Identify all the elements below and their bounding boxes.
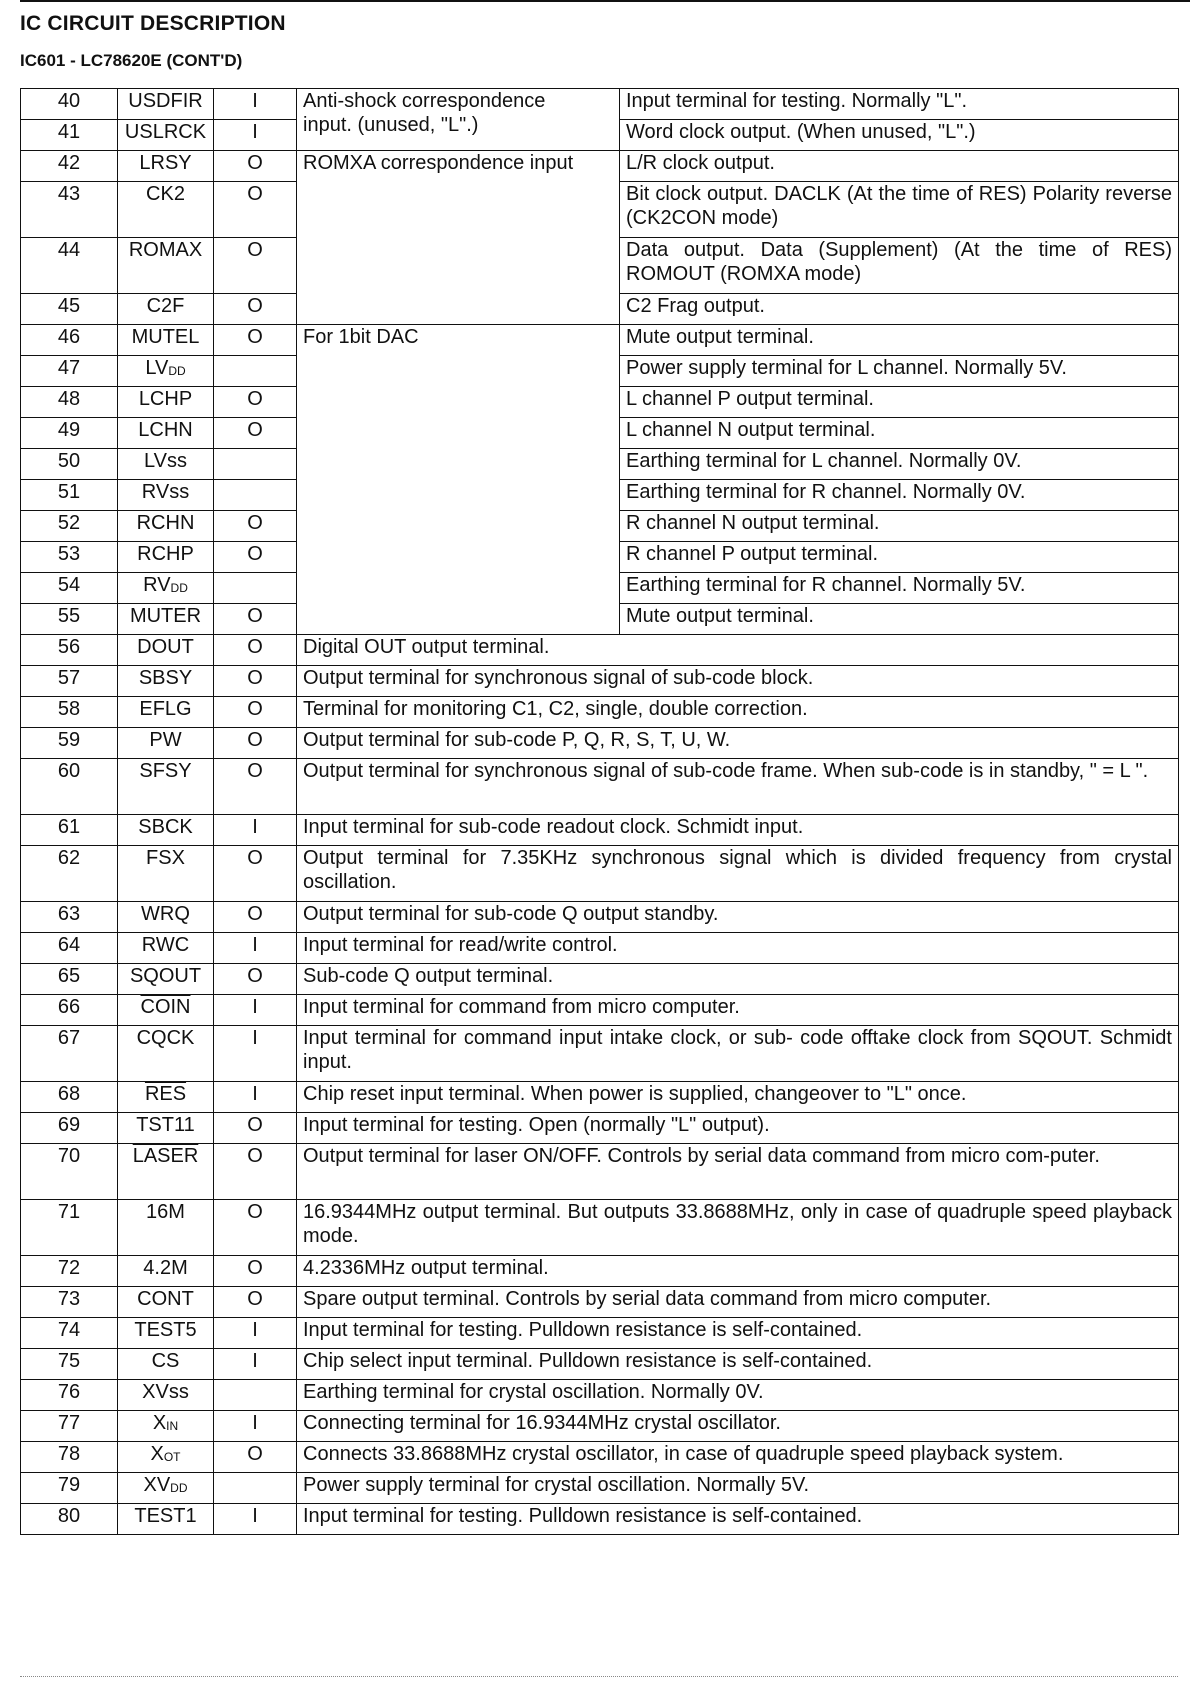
- pin-name-text: WRQ: [141, 903, 190, 925]
- pin-name: [118, 697, 214, 728]
- table-row: [21, 728, 1179, 759]
- pin-description: 16.9344MHz output terminal. But outputs 33.8688MHz, only in case of quadruple speed playback mode.: [297, 1200, 1179, 1256]
- pin-name: [118, 1442, 214, 1473]
- pin-number: 45: [21, 294, 118, 325]
- group-label: Anti-shock correspondence: [303, 90, 546, 112]
- pin-number: 77: [21, 1411, 118, 1442]
- pin-description: Input terminal for read/write control.: [297, 933, 1179, 964]
- pin-name: [118, 387, 214, 418]
- pin-io: O: [214, 418, 297, 449]
- group-label: For 1bit DAC: [303, 326, 419, 348]
- table-row: [21, 933, 1179, 964]
- pin-number: 76: [21, 1380, 118, 1411]
- table-row: [21, 1200, 1179, 1256]
- pin-name-text: LVss: [144, 450, 187, 472]
- pin-name-text: LASER: [132, 1145, 199, 1167]
- pin-name: [118, 1504, 214, 1535]
- pin-name: [118, 151, 214, 182]
- pin-number: 53: [21, 542, 118, 573]
- pin-description: Earthing terminal for crystal oscillation. Normally 0V.: [297, 1380, 1179, 1411]
- pin-io: O: [214, 697, 297, 728]
- pin-name: [118, 846, 214, 902]
- pin-name-text: CQCK: [136, 1027, 195, 1049]
- pin-name: [118, 418, 214, 449]
- table-row: [21, 995, 1179, 1026]
- pin-name-text: USLRCK: [124, 121, 207, 143]
- pin-description: Output terminal for sub-code P, Q, R, S, T, U, W.: [297, 728, 1179, 759]
- group-label: input. (unused, "L".): [303, 114, 479, 136]
- pin-name-text: RVss: [141, 481, 190, 503]
- pin-io: I: [214, 89, 297, 120]
- pin-description: Input terminal for sub-code readout clock. Schmidt input.: [297, 815, 1179, 846]
- pin-description: Earthing terminal for R channel. Normally 5V.: [620, 573, 1179, 604]
- pin-io: O: [214, 542, 297, 573]
- table-row: [21, 1113, 1179, 1144]
- table-row: [21, 1082, 1179, 1113]
- pin-name: [118, 120, 214, 151]
- top-rule: [20, 0, 1190, 2]
- table-row: [21, 1318, 1179, 1349]
- pin-description: Terminal for monitoring C1, C2, single, double correction.: [297, 697, 1179, 728]
- pin-number: 75: [21, 1349, 118, 1380]
- pin-description: Input terminal for command input intake clock, or sub- code offtake clock from SQOUT. Schmidt input.: [297, 1026, 1179, 1082]
- table-row: [21, 635, 1179, 666]
- pin-name-text: $\overline{RES}$: [144, 1083, 187, 1105]
- table-row: [21, 1256, 1179, 1287]
- pin-name: [118, 1256, 214, 1287]
- pin-number: 54: [21, 573, 118, 604]
- pin-description: R channel P output terminal.: [620, 542, 1179, 573]
- pin-io: [214, 1473, 297, 1504]
- pin-number: 43: [21, 182, 118, 238]
- pin-description: Data output. Data (Supplement) (At the time of RES) ROMOUT (ROMXA mode): [620, 238, 1179, 294]
- pin-description: Output terminal for sub-code Q output standby.: [297, 902, 1179, 933]
- pin-name-text: CS: [151, 1350, 180, 1372]
- pin-name: [118, 728, 214, 759]
- pin-number: 67: [21, 1026, 118, 1082]
- table-row: [21, 1504, 1179, 1535]
- pin-name-text: XV: [143, 1474, 171, 1496]
- pin-description: Output terminal for synchronous signal of sub-code block.: [297, 666, 1179, 697]
- pin-name: [118, 325, 214, 356]
- pin-name: [118, 635, 214, 666]
- table-row: [21, 1411, 1179, 1442]
- pin-number: 66: [21, 995, 118, 1026]
- pin-number: 72: [21, 1256, 118, 1287]
- pin-name: [118, 1411, 214, 1442]
- pin-name: [118, 1144, 214, 1200]
- group-label: ROMXA correspondence input: [303, 152, 574, 174]
- pin-name-text: LV: [145, 357, 169, 379]
- pin-name: [118, 902, 214, 933]
- pin-name-subscript: IN: [166, 1419, 179, 1433]
- pin-io: O: [214, 387, 297, 418]
- table-row: [21, 815, 1179, 846]
- pin-name-text: X: [152, 1412, 167, 1434]
- table-row: [21, 1380, 1179, 1411]
- pin-number: 51: [21, 480, 118, 511]
- pin-name-text: XVss: [142, 1381, 189, 1403]
- pin-number: 56: [21, 635, 118, 666]
- pin-description: Connecting terminal for 16.9344MHz crystal oscillator.: [297, 1411, 1179, 1442]
- pin-description: Input terminal for testing. Normally "L".: [620, 89, 1179, 120]
- pin-io: [214, 573, 297, 604]
- pin-io: O: [214, 964, 297, 995]
- pin-description: 4.2336MHz output terminal.: [297, 1256, 1179, 1287]
- pin-name: [118, 1026, 214, 1082]
- pin-number: 55: [21, 604, 118, 635]
- pin-io: I: [214, 995, 297, 1026]
- pin-description: C2 Frag output.: [620, 294, 1179, 325]
- pin-name: [118, 604, 214, 635]
- pin-name-text: CK2: [146, 183, 185, 205]
- pin-name: [118, 1082, 214, 1113]
- pin-description: Earthing terminal for L channel. Normally 0V.: [620, 449, 1179, 480]
- pin-name: [118, 815, 214, 846]
- pin-number: 63: [21, 902, 118, 933]
- table-row: [21, 89, 1179, 120]
- pin-name: [118, 294, 214, 325]
- table-row: [21, 666, 1179, 697]
- pin-name-text: COIN: [140, 996, 191, 1018]
- pin-io: O: [214, 666, 297, 697]
- pin-name-text: RCHP: [137, 543, 194, 565]
- pin-name-subscript: DD: [168, 364, 186, 378]
- pin-name: [118, 89, 214, 120]
- pin-name-text: SQOUT: [129, 965, 202, 987]
- pin-number: 50: [21, 449, 118, 480]
- table-row: [21, 1026, 1179, 1082]
- pin-io: I: [214, 1349, 297, 1380]
- pin-name-subscript: DD: [170, 581, 188, 595]
- pin-name: [118, 759, 214, 815]
- pin-io: O: [214, 511, 297, 542]
- pin-number: 40: [21, 89, 118, 120]
- pin-name-text: RCHN: [136, 512, 195, 534]
- pin-name-text: LCHP: [138, 388, 193, 410]
- pin-number: 78: [21, 1442, 118, 1473]
- pin-name: [118, 1287, 214, 1318]
- pin-description: Power supply terminal for L channel. Normally 5V.: [620, 356, 1179, 387]
- pin-name-text: LCHN: [138, 419, 193, 441]
- pin-name: [118, 542, 214, 573]
- pin-name: [118, 480, 214, 511]
- pin-io: O: [214, 1287, 297, 1318]
- pin-number: 61: [21, 815, 118, 846]
- pin-name-text: SBSY: [138, 667, 193, 689]
- pin-io: O: [214, 846, 297, 902]
- table-row: [21, 1473, 1179, 1504]
- pin-number: 69: [21, 1113, 118, 1144]
- bottom-rule: [20, 1676, 1178, 1677]
- pin-name: [118, 1473, 214, 1504]
- pin-io: O: [214, 325, 297, 356]
- pin-io: I: [214, 1082, 297, 1113]
- pin-io: O: [214, 902, 297, 933]
- pin-name: [118, 1318, 214, 1349]
- pin-description: Output terminal for synchronous signal of sub-code frame. When sub-code is in standby, " = L ".: [297, 759, 1179, 815]
- pin-number: 73: [21, 1287, 118, 1318]
- pin-name: [118, 238, 214, 294]
- pin-number: 47: [21, 356, 118, 387]
- pin-name-subscript: DD: [170, 1481, 188, 1495]
- pin-name: [118, 573, 214, 604]
- pin-number: 74: [21, 1318, 118, 1349]
- pin-description: Mute output terminal.: [620, 325, 1179, 356]
- pin-io: O: [214, 1256, 297, 1287]
- pin-io: O: [214, 1144, 297, 1200]
- pin-name-subscript: OT: [163, 1450, 181, 1464]
- page-title: IC CIRCUIT DESCRIPTION: [20, 12, 286, 35]
- pin-name: [118, 182, 214, 238]
- pin-number: 57: [21, 666, 118, 697]
- pin-name-text: MUTER: [129, 605, 202, 627]
- pin-description: Mute output terminal.: [620, 604, 1179, 635]
- pin-name-text: TEST1: [134, 1505, 197, 1527]
- pin-io: I: [214, 933, 297, 964]
- pin-io: O: [214, 604, 297, 635]
- table-row: [21, 697, 1179, 728]
- pin-name-text: 16M: [146, 1201, 185, 1223]
- pin-number: 48: [21, 387, 118, 418]
- pin-description: L channel N output terminal.: [620, 418, 1179, 449]
- pin-number: 70: [21, 1144, 118, 1200]
- pin-name-text: SFSY: [139, 760, 192, 782]
- pin-name-text: DOUT: [137, 636, 194, 658]
- pin-number: 46: [21, 325, 118, 356]
- table-row: [21, 1287, 1179, 1318]
- pin-number: 60: [21, 759, 118, 815]
- table-row: [21, 902, 1179, 933]
- pin-name-text: X: [150, 1443, 164, 1465]
- pin-number: 65: [21, 964, 118, 995]
- pin-name-text: EFLG: [139, 698, 192, 720]
- pin-number: 79: [21, 1473, 118, 1504]
- group-romxa: [297, 151, 620, 325]
- pin-name-text: RWC: [141, 934, 190, 956]
- pin-name-text: FSX: [146, 847, 185, 869]
- pin-name: [118, 964, 214, 995]
- pin-number: 58: [21, 697, 118, 728]
- pin-description: Spare output terminal. Controls by serial data command from micro computer.: [297, 1287, 1179, 1318]
- pin-description: Input terminal for testing. Open (normally "L" output).: [297, 1113, 1179, 1144]
- pin-name: [118, 511, 214, 542]
- table-row: [21, 151, 1179, 182]
- pin-name-text: RV: [143, 574, 171, 596]
- pin-name: [118, 449, 214, 480]
- pin-description-table: [20, 88, 1179, 1535]
- table-row: [21, 1442, 1179, 1473]
- pin-name-text: USDFIR: [128, 90, 203, 112]
- pin-number: 80: [21, 1504, 118, 1535]
- pin-description: Input terminal for testing. Pulldown resistance is self-contained.: [297, 1318, 1179, 1349]
- pin-number: 64: [21, 933, 118, 964]
- pin-number: 71: [21, 1200, 118, 1256]
- pin-description: Input terminal for testing. Pulldown resistance is self-contained.: [297, 1504, 1179, 1535]
- table-row: [21, 759, 1179, 815]
- pin-name-text: MUTEL: [131, 326, 200, 348]
- pin-number: 49: [21, 418, 118, 449]
- pin-name-text: SBCK: [138, 816, 193, 838]
- pin-description: Chip select input terminal. Pulldown resistance is self-contained.: [297, 1349, 1179, 1380]
- pin-name: [118, 356, 214, 387]
- pin-table-body: [21, 89, 1179, 1535]
- pin-name: [118, 1113, 214, 1144]
- pin-io: I: [214, 1504, 297, 1535]
- pin-io: O: [214, 1442, 297, 1473]
- pin-number: 52: [21, 511, 118, 542]
- pin-description: L/R clock output.: [620, 151, 1179, 182]
- pin-description: R channel N output terminal.: [620, 511, 1179, 542]
- pin-io: [214, 356, 297, 387]
- group-antishock: [297, 89, 620, 151]
- pin-number: 41: [21, 120, 118, 151]
- pin-io: I: [214, 1411, 297, 1442]
- group-1bit-dac: [297, 325, 620, 635]
- pin-io: I: [214, 120, 297, 151]
- pin-io: O: [214, 1200, 297, 1256]
- table-row: [21, 1144, 1179, 1200]
- pin-name-text: C2F: [146, 295, 185, 317]
- pin-description: Bit clock output. DACLK (At the time of RES) Polarity reverse (CK2CON mode): [620, 182, 1179, 238]
- pin-name: [118, 1349, 214, 1380]
- pin-io: I: [214, 815, 297, 846]
- pin-name-text: CONT: [137, 1288, 194, 1310]
- pin-name: [118, 1200, 214, 1256]
- pin-io: O: [214, 294, 297, 325]
- pin-io: O: [214, 238, 297, 294]
- pin-number: 44: [21, 238, 118, 294]
- pin-number: 42: [21, 151, 118, 182]
- pin-name: [118, 933, 214, 964]
- pin-number: 59: [21, 728, 118, 759]
- table-row: [21, 846, 1179, 902]
- pin-name: [118, 1380, 214, 1411]
- page-subtitle: IC601 - LC78620E (CONT'D): [20, 51, 243, 70]
- pin-name-text: LRSY: [139, 152, 192, 174]
- pin-description: Earthing terminal for R channel. Normally 0V.: [620, 480, 1179, 511]
- pin-description: Sub-code Q output terminal.: [297, 964, 1179, 995]
- pin-number: 68: [21, 1082, 118, 1113]
- pin-name: [118, 666, 214, 697]
- pin-description: Chip reset input terminal. When power is supplied, changeover to "L" once.: [297, 1082, 1179, 1113]
- pin-number: 62: [21, 846, 118, 902]
- pin-io: [214, 1380, 297, 1411]
- pin-description: Word clock output. (When unused, "L".): [620, 120, 1179, 151]
- pin-description: Digital OUT output terminal.: [297, 635, 1179, 666]
- pin-io: O: [214, 182, 297, 238]
- pin-io: I: [214, 1318, 297, 1349]
- table-row: [21, 1349, 1179, 1380]
- pin-description: Output terminal for laser ON/OFF. Controls by serial data command from micro com-puter.: [297, 1144, 1179, 1200]
- pin-io: I: [214, 1026, 297, 1082]
- pin-description: Input terminal for command from micro computer.: [297, 995, 1179, 1026]
- pin-io: O: [214, 1113, 297, 1144]
- pin-name-text: ROMAX: [128, 239, 203, 261]
- table-row: [21, 325, 1179, 356]
- pin-name-text: PW: [149, 729, 182, 751]
- pin-description: Connects 33.8688MHz crystal oscillator, in case of quadruple speed playback system.: [297, 1442, 1179, 1473]
- pin-io: O: [214, 151, 297, 182]
- pin-io: O: [214, 635, 297, 666]
- pin-io: O: [214, 728, 297, 759]
- pin-name-text: TST11: [136, 1114, 195, 1136]
- table-row: [21, 964, 1179, 995]
- pin-name: [118, 995, 214, 1026]
- pin-description: L channel P output terminal.: [620, 387, 1179, 418]
- pin-io: O: [214, 759, 297, 815]
- pin-io: [214, 449, 297, 480]
- pin-name-text: TEST5: [134, 1319, 197, 1341]
- pin-name-text: 4.2M: [143, 1257, 188, 1279]
- pin-io: [214, 480, 297, 511]
- pin-description: Output terminal for 7.35KHz synchronous signal which is divided frequency from crystal oscillation.: [297, 846, 1179, 902]
- pin-description: Power supply terminal for crystal oscillation. Normally 5V.: [297, 1473, 1179, 1504]
